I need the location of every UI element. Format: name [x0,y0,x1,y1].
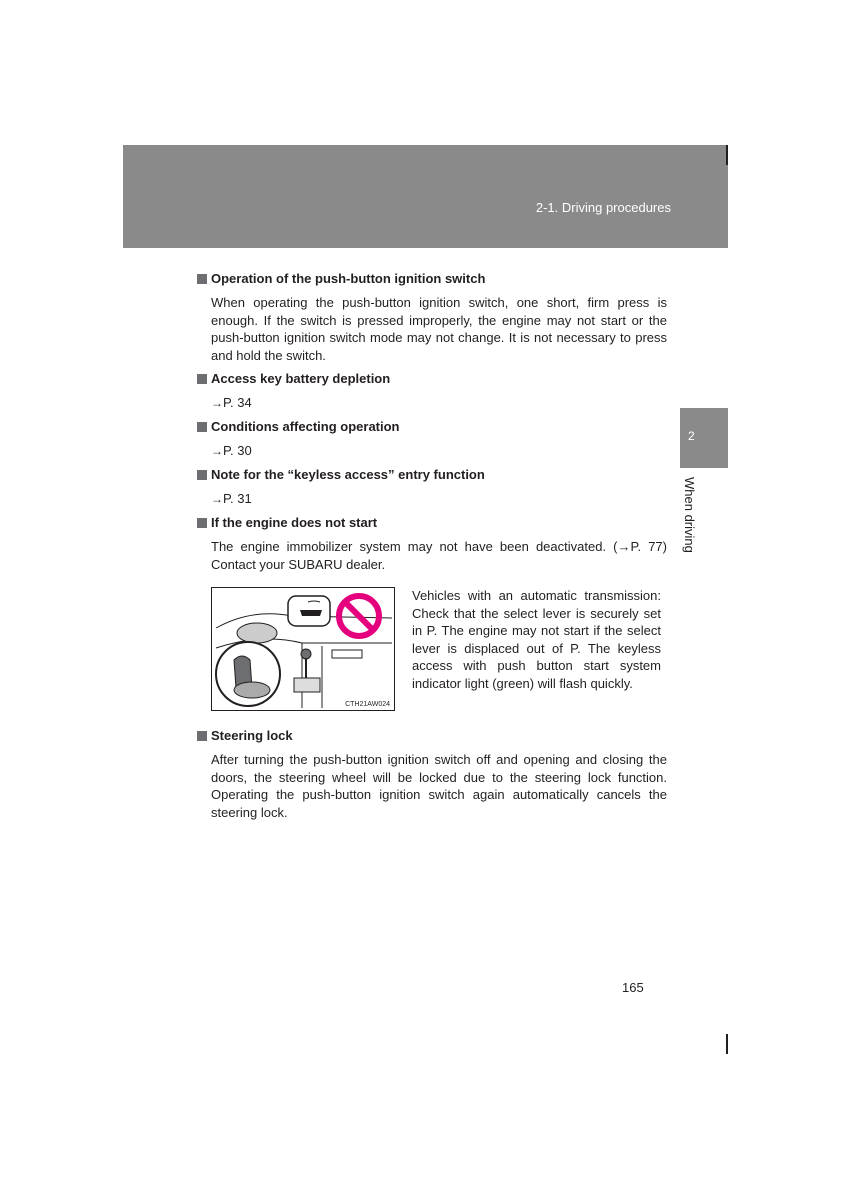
figure-code: CTH21AW024 [345,701,390,708]
square-bullet-icon [197,518,207,528]
note-text: Vehicles with an automatic transmission: Check that the select lever is securely set in P. The engine may not start if the select lever is displaced out of P. The keyless access with push button start system indicator light (green) will flash quickly. [412,588,661,691]
square-bullet-icon [197,422,207,432]
chapter-label: When driving [682,477,697,553]
arrow-icon: → [211,396,223,410]
section-body: The engine immobilizer system may not have been deactivated. (→P. 77) Contact your SUBARU dealer. [211,539,667,572]
section-heading: Operation of the push-button ignition switch [197,270,667,288]
page-reference: →P. 34 [211,395,252,410]
section-heading: If the engine does not start [197,514,667,532]
gear-lever-illustration [211,587,395,711]
arrow-icon: → [211,444,223,458]
square-bullet-icon [197,274,207,284]
section-body: When operating the push-button ignition switch, one short, firm press is enough. If the switch is pressed improperly, the engine may not start or the push-button ignition switch mode may not change. It is not necessary to press and hold the switch. [211,295,667,363]
chapter-number: 2 [688,429,695,443]
section-title: 2-1. Driving procedures [535,200,671,215]
page-number: 165 [622,980,644,995]
arrow-icon: → [211,492,223,506]
crop-mark [726,145,728,165]
square-bullet-icon [197,470,207,480]
crop-mark [726,1034,728,1054]
content [197,270,667,827]
section-body: After turning the push-button ignition switch off and opening and closing the doors, the steering wheel will be locked due to the steering lock function. Operating the push-button ignition switch again automatically cancels the steering lock. [211,752,667,820]
square-bullet-icon [197,374,207,384]
header-band [123,145,728,248]
section-heading: Note for the “keyless access” entry function [197,466,667,484]
section-heading: Steering lock [197,727,667,745]
section-heading: Conditions affecting operation [197,418,667,436]
page-reference: →P. 30 [211,443,252,458]
square-bullet-icon [197,731,207,741]
note-block [211,587,667,713]
page-reference: →P. 31 [211,491,252,506]
chapter-tab [680,408,728,468]
section-heading: Access key battery depletion [197,370,667,388]
